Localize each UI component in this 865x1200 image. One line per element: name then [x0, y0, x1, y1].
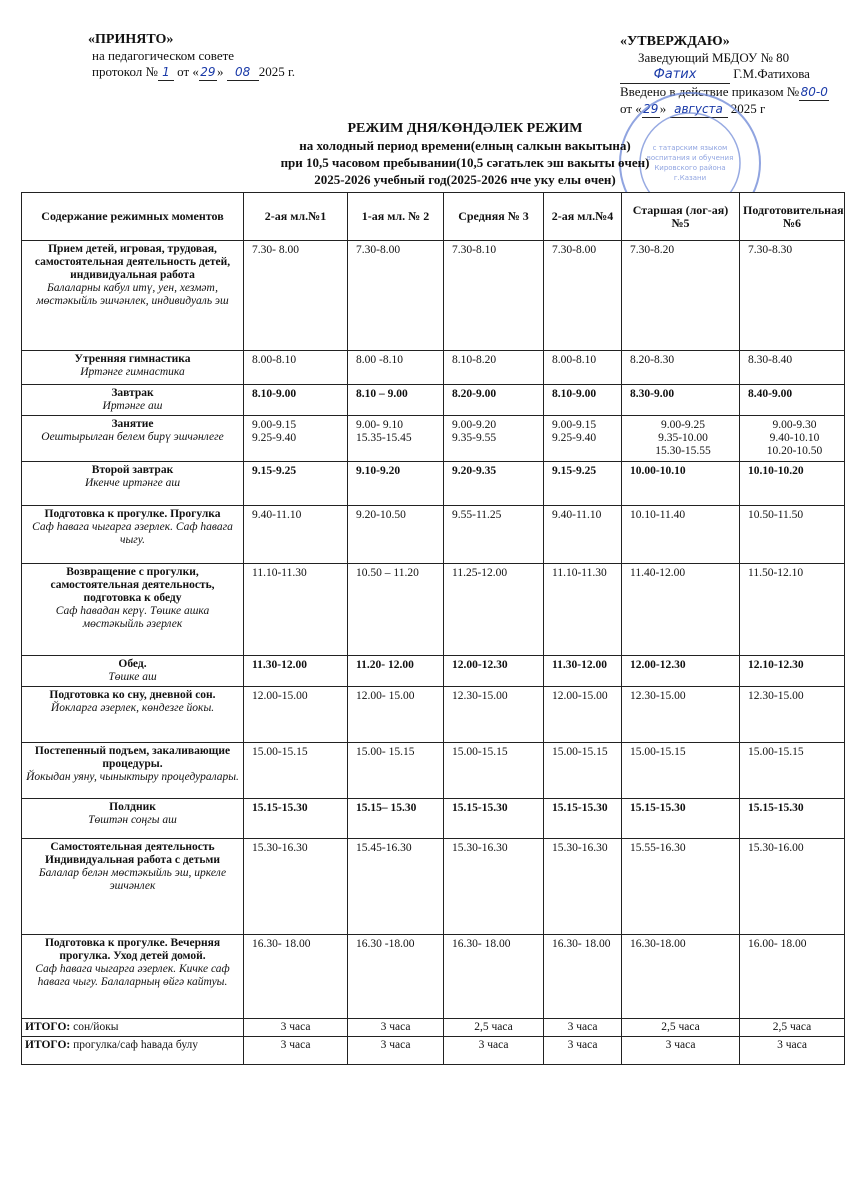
totals-label-cell: [22, 1037, 244, 1065]
activity-cell: [22, 416, 244, 462]
time-cell: 15.55-16.30: [622, 839, 740, 935]
svg-text:воспитания и обучения: воспитания и обучения: [646, 154, 734, 162]
time-cell: 15.30-16.30: [444, 839, 544, 935]
activity-russian: Полдник: [109, 801, 156, 813]
time-cell: 7.30-8.00: [348, 241, 444, 351]
column-header: 2-ая мл.№1: [244, 193, 348, 241]
activity-russian: Утренняя гимнастика: [74, 353, 191, 365]
time-cell: 10.50-11.50: [740, 506, 845, 564]
time-cell: 15.15-15.30: [544, 799, 622, 839]
activity-cell: [22, 656, 244, 687]
activity-cell: [22, 462, 244, 506]
time-cell: 10.10-10.20: [740, 462, 845, 506]
time-cell: 15.00-15.15: [622, 743, 740, 799]
column-header: Старшая (лог-ая) №5: [622, 193, 740, 241]
activity-tatar: Саф һавадан керү. Төшке ашка мөстәкыйль әзерлек: [55, 605, 210, 630]
activity-cell: [22, 351, 244, 385]
time-cell: 9.00- 9.10 15.35-15.45: [348, 416, 444, 462]
table-row: [22, 462, 845, 506]
time-cell: 15.00-15.15: [544, 743, 622, 799]
time-cell: 9.20-9.35: [444, 462, 544, 506]
activity-cell: [22, 839, 244, 935]
time-cell: 15.15-15.30: [622, 799, 740, 839]
time-cell: 8.10-9.00: [544, 385, 622, 416]
table-row: [22, 351, 845, 385]
totals-label-bold: ИТОГО:: [25, 1039, 71, 1051]
activity-russian: Постепенный подъем, закаливающие процедуры.: [34, 745, 231, 770]
totals-row: [22, 1019, 845, 1037]
activity-tatar: Балаларны кабул итү, уен, хезмәт, мөстәкыйль эшчәнлек, индивидуаль эш: [36, 282, 229, 307]
protocol-line: протокол № 1 от «29» 08 2025 г.: [92, 64, 296, 79]
time-cell: 9.15-9.25: [244, 462, 348, 506]
totals-value-cell: 3 часа: [740, 1037, 845, 1065]
time-cell: 15.00- 15.15: [348, 743, 444, 799]
activity-cell: [22, 799, 244, 839]
activity-tatar: Балалар белән мөстәкыйль эш, иркеле эшчәнлек: [38, 867, 227, 892]
activity-tatar: Иртәнге гимнастика: [80, 366, 185, 378]
activity-cell: [22, 743, 244, 799]
time-cell: 11.10-11.30: [244, 564, 348, 656]
time-cell: 7.30-8.30: [740, 241, 845, 351]
totals-value-cell: 3 часа: [544, 1037, 622, 1065]
daily-schedule-table: [21, 192, 845, 1065]
table-row: [22, 935, 845, 1019]
column-header: 2-ая мл.№4: [544, 193, 622, 241]
activity-russian: Обед.: [118, 658, 147, 670]
activity-tatar: Иртәнге аш: [102, 400, 163, 412]
time-cell: 11.30-12.00: [244, 656, 348, 687]
time-cell: 12.00-12.30: [444, 656, 544, 687]
activity-tatar: Оештырылган белем бирү эшчәнлеге: [41, 431, 224, 443]
time-cell: 8.10-8.20: [444, 351, 544, 385]
time-cell: 10.00-10.10: [622, 462, 740, 506]
time-cell: 8.20-9.00: [444, 385, 544, 416]
svg-text:г.Казани: г.Казани: [673, 174, 707, 182]
totals-row: [22, 1037, 845, 1065]
activity-tatar: Йокларга әзерлек, көндезге йокы.: [50, 702, 215, 714]
time-cell: 12.00-15.00: [244, 687, 348, 743]
activity-russian: Прием детей, игровая, трудовая, самостоятельная деятельность детей, индивидуальная работа: [34, 243, 231, 281]
activity-russian: Подготовка к прогулке. Прогулка: [44, 508, 221, 520]
time-cell: 16.30- 18.00: [544, 935, 622, 1019]
time-cell: 11.25-12.00: [444, 564, 544, 656]
accepted-heading: «ПРИНЯТО»: [88, 32, 174, 47]
title-line2: на холодный период времени(елның салкын вакытына): [299, 138, 631, 153]
time-cell: 11.50-12.10: [740, 564, 845, 656]
time-cell: 9.00-9.20 9.35-9.55: [444, 416, 544, 462]
approval-accepted-block: [88, 32, 295, 81]
table-row: [22, 564, 845, 656]
svg-text:с татарским языком: с татарским языком: [652, 144, 728, 152]
head-title-line: Заведующий МБДОУ № 80: [638, 50, 790, 65]
time-cell: 15.30-16.30: [244, 839, 348, 935]
time-cell: 8.40-9.00: [740, 385, 845, 416]
handwritten-signature: Фатих: [620, 67, 730, 84]
time-cell: 8.00-8.10: [244, 351, 348, 385]
time-cell: 9.55-11.25: [444, 506, 544, 564]
time-cell: 9.10-9.20: [348, 462, 444, 506]
activity-tatar: Саф һавага чыгарга әзерлек. Кичке саф һавага чыгу. Балаларның өйгә кайтуы.: [35, 963, 230, 988]
totals-value-cell: 2,5 часа: [740, 1019, 845, 1037]
column-header: Подготовительная №6: [740, 193, 845, 241]
title-main: РЕЖИМ ДНЯ/КӨНДӘЛЕК РЕЖИМ: [347, 121, 583, 136]
time-cell: 15.00-15.15: [244, 743, 348, 799]
time-cell: 15.30-16.00: [740, 839, 845, 935]
time-cell: 9.00-9.30 9.40-10.10 10.20-10.50: [740, 416, 845, 462]
order-line: Введено в действие приказом №80-0: [620, 84, 828, 99]
totals-value-cell: 3 часа: [244, 1019, 348, 1037]
order-day: 29: [643, 102, 659, 116]
protocol-day: 29: [200, 65, 216, 79]
time-cell: 11.10-11.30: [544, 564, 622, 656]
time-cell: 16.30 -18.00: [348, 935, 444, 1019]
activity-tatar: Йокыдан уяну, чыныктыру процедуралары.: [26, 771, 239, 783]
time-cell: 16.00- 18.00: [740, 935, 845, 1019]
time-cell: 8.00-8.10: [544, 351, 622, 385]
document-title: [240, 120, 690, 188]
time-cell: 10.10-11.40: [622, 506, 740, 564]
table-header-row: [22, 193, 845, 241]
time-cell: 9.40-11.10: [544, 506, 622, 564]
time-cell: 8.30-9.00: [622, 385, 740, 416]
time-cell: 8.00 -8.10: [348, 351, 444, 385]
title-line4: 2025-2026 учебный год(2025-2026 нче уку елы өчен): [314, 172, 616, 187]
activity-tatar: Икенче иртәнге аш: [84, 477, 181, 489]
time-cell: 7.30- 8.00: [244, 241, 348, 351]
time-cell: 11.20- 12.00: [348, 656, 444, 687]
protocol-number: 1: [158, 64, 174, 81]
time-cell: 9.20-10.50: [348, 506, 444, 564]
time-cell: 11.40-12.00: [622, 564, 740, 656]
activity-russian: Подготовка ко сну, дневной сон.: [49, 689, 216, 701]
table-row: [22, 839, 845, 935]
totals-value-cell: 3 часа: [348, 1037, 444, 1065]
time-cell: 16.30- 18.00: [444, 935, 544, 1019]
order-number: 80-0: [800, 85, 828, 99]
time-cell: 16.30-18.00: [622, 935, 740, 1019]
time-cell: 12.10-12.30: [740, 656, 845, 687]
time-cell: 7.30-8.20: [622, 241, 740, 351]
table-row: [22, 656, 845, 687]
time-cell: 15.00-15.15: [740, 743, 845, 799]
table-row: [22, 687, 845, 743]
activity-tatar: Төшке аш: [108, 671, 157, 683]
time-cell: 12.00- 15.00: [348, 687, 444, 743]
order-date-line: от «29» августа 2025 г: [620, 101, 766, 116]
activity-tatar: Төштән соңгы аш: [88, 814, 177, 826]
activity-russian: Второй завтрак: [91, 464, 174, 476]
time-cell: 12.30-15.00: [740, 687, 845, 743]
totals-value-cell: 3 часа: [622, 1037, 740, 1065]
time-cell: 12.00-12.30: [622, 656, 740, 687]
totals-label-text: прогулка/саф һавада булу: [73, 1039, 199, 1051]
time-cell: 9.40-11.10: [244, 506, 348, 564]
totals-label-text: сон/йокы: [73, 1021, 119, 1033]
time-cell: 15.15-15.30: [740, 799, 845, 839]
totals-value-cell: 2,5 часа: [444, 1019, 544, 1037]
time-cell: 7.30-8.00: [544, 241, 622, 351]
totals-label-cell: [22, 1019, 244, 1037]
time-cell: 9.00-9.15 9.25-9.40: [544, 416, 622, 462]
totals-value-cell: 3 часа: [444, 1037, 544, 1065]
table-body: [22, 241, 845, 1065]
time-cell: 15.15-15.30: [244, 799, 348, 839]
title-line3: при 10,5 часовом пребывании(10,5 сәгатьлек эш вакыты өчен): [280, 155, 650, 170]
activity-russian: Самостоятельная деятельность Индивидуальная работа с детьми: [45, 841, 220, 866]
pedagogical-council-line: на педагогическом совете: [92, 48, 235, 63]
time-cell: 15.00-15.15: [444, 743, 544, 799]
time-cell: 7.30-8.10: [444, 241, 544, 351]
order-month: августа: [670, 101, 728, 118]
activity-tatar: Саф һавага чыгарга әзерлек. Саф һавага чыгу.: [32, 521, 233, 546]
column-header: Средняя № 3: [444, 193, 544, 241]
table-row: [22, 416, 845, 462]
time-cell: 9.15-9.25: [544, 462, 622, 506]
time-cell: 9.00-9.15 9.25-9.40: [244, 416, 348, 462]
time-cell: 15.15– 15.30: [348, 799, 444, 839]
totals-value-cell: 3 часа: [544, 1019, 622, 1037]
time-cell: 12.00-15.00: [544, 687, 622, 743]
activity-cell: [22, 687, 244, 743]
activity-russian: Возвращение с прогулки, самостоятельная деятельность, подготовка к обеду: [50, 566, 215, 604]
activity-russian: Занятие: [111, 418, 154, 430]
time-cell: 9.00-9.25 9.35-10.00 15.30-15.55: [622, 416, 740, 462]
activity-cell: [22, 564, 244, 656]
column-header: Содержание режимных моментов: [22, 193, 244, 241]
table-row: [22, 385, 845, 416]
totals-value-cell: 3 часа: [244, 1037, 348, 1065]
totals-value-cell: 3 часа: [348, 1019, 444, 1037]
activity-cell: [22, 935, 244, 1019]
time-cell: 15.45-16.30: [348, 839, 444, 935]
table-row: [22, 799, 845, 839]
time-cell: 11.30-12.00: [544, 656, 622, 687]
time-cell: 15.15-15.30: [444, 799, 544, 839]
activity-cell: [22, 385, 244, 416]
time-cell: 10.50 – 11.20: [348, 564, 444, 656]
time-cell: 16.30- 18.00: [244, 935, 348, 1019]
table-row: [22, 743, 845, 799]
protocol-month: 08: [227, 64, 259, 81]
time-cell: 8.20-8.30: [622, 351, 740, 385]
approved-heading: «УТВЕРЖДАЮ»: [620, 34, 730, 49]
table-row: [22, 506, 845, 564]
activity-cell: [22, 506, 244, 564]
totals-value-cell: 2,5 часа: [622, 1019, 740, 1037]
activity-russian: Завтрак: [111, 387, 154, 399]
totals-label-bold: ИТОГО:: [25, 1021, 71, 1033]
time-cell: 8.10-9.00: [244, 385, 348, 416]
table-row: [22, 241, 845, 351]
time-cell: 12.30-15.00: [622, 687, 740, 743]
time-cell: 15.30-16.30: [544, 839, 622, 935]
signer-name: Г.М.Фатихова: [733, 66, 810, 81]
column-header: 1-ая мл. № 2: [348, 193, 444, 241]
activity-cell: [22, 241, 244, 351]
time-cell: 8.30-8.40: [740, 351, 845, 385]
activity-russian: Подготовка к прогулке. Вечерняя прогулка. Уход детей домой.: [44, 937, 221, 962]
time-cell: 12.30-15.00: [444, 687, 544, 743]
signature-line: [620, 66, 860, 84]
time-cell: 8.10 – 9.00: [348, 385, 444, 416]
svg-text:Кировского района: Кировского района: [654, 164, 726, 172]
